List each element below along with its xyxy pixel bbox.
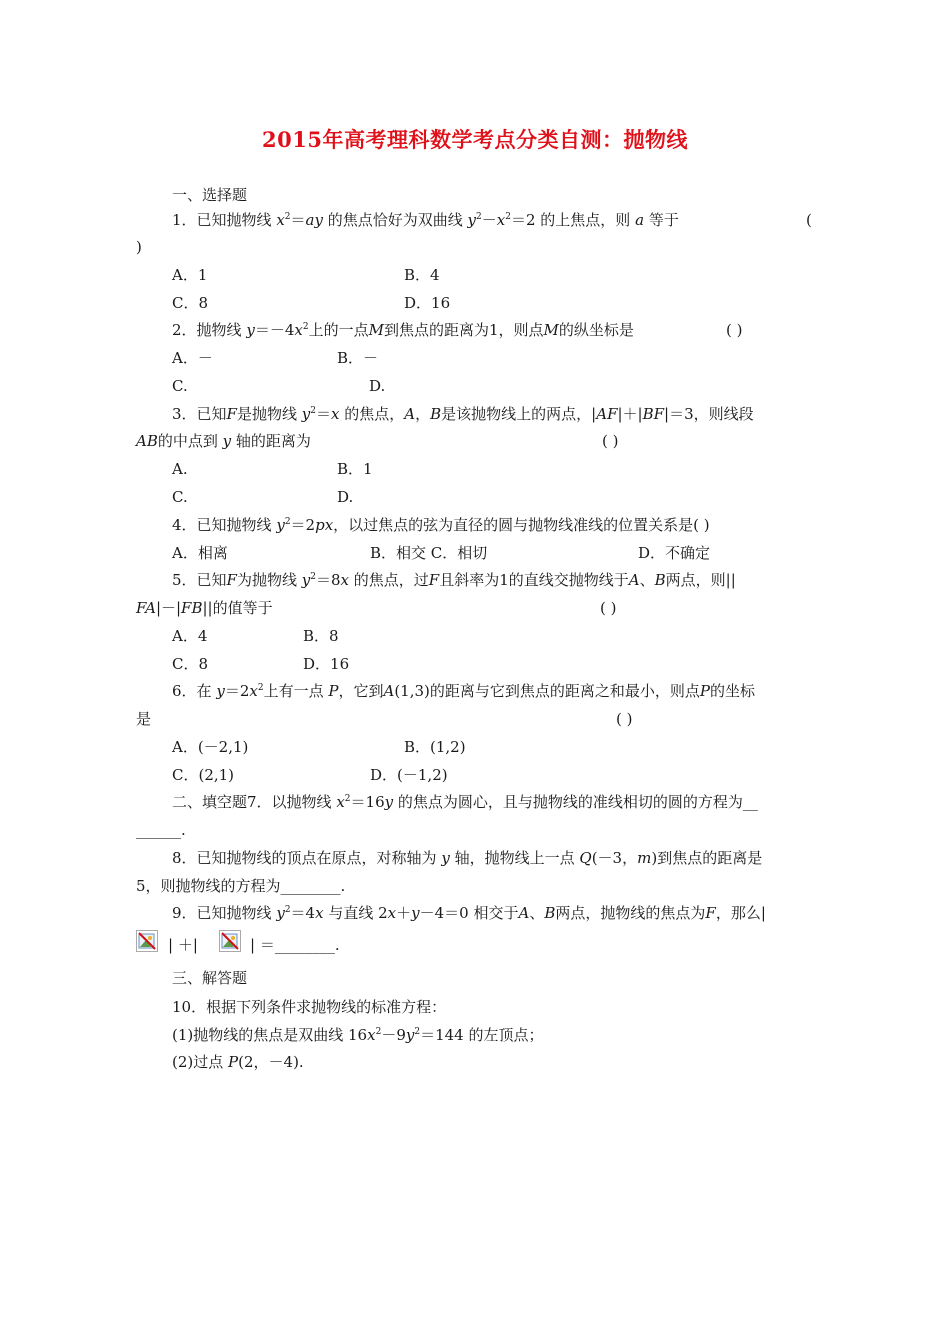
question-9-cont-a: | ＋| bbox=[168, 936, 198, 954]
question-3: 3．已知F是抛物线 $y^2=x$ 的焦点，A，B是该抛物线上的两点，|AF|＋|BF|＝3，则线段 bbox=[172, 405, 754, 423]
question-4: 4．已知抛物线 $y^2=2px$，以过焦点的弦为直径的圆与抛物线准线的位置关系是( ) bbox=[172, 516, 710, 534]
broken-image-icon bbox=[136, 930, 158, 952]
question-8: 8．已知抛物线的顶点在原点，对称轴为 y 轴，抛物线上一点 Q(－3，m)到焦点的距离是 bbox=[172, 849, 763, 867]
option-b: B．1 bbox=[337, 460, 373, 478]
option-d: D．(－1,2) bbox=[370, 766, 448, 784]
answer-paren: ( ) bbox=[600, 599, 617, 617]
question-5-cont: FA|－|FB||的值等于 bbox=[136, 599, 273, 617]
option-b: B．4 bbox=[404, 266, 440, 284]
option-b: B．(1,2) bbox=[404, 738, 466, 756]
option-c: C. bbox=[172, 488, 188, 506]
answer-paren-open: ( bbox=[806, 211, 812, 229]
question-1: 1．已知抛物线 $x^2=ay$ 的焦点恰好为双曲线 $y^2-x^2=2$ 的上焦点，则 a 等于 bbox=[172, 211, 679, 229]
option-d: D．不确定 bbox=[638, 544, 711, 562]
question-7: 二、填空题7．以抛物线 $x^2=16y$ 的焦点为圆心，且与抛物线的准线相切的圆的方程为__ bbox=[172, 793, 758, 811]
broken-image-icon bbox=[219, 930, 241, 952]
option-c: C．(2,1) bbox=[172, 766, 235, 784]
question-6-cont: 是 bbox=[136, 710, 152, 728]
answer-paren: ( ) bbox=[602, 432, 619, 450]
option-c: C．8 bbox=[172, 655, 209, 673]
option-a: A．4 bbox=[172, 627, 208, 645]
option-d: D. bbox=[337, 488, 354, 506]
question-8-cont: 5，则抛物线的方程为________. bbox=[136, 877, 346, 895]
answer-paren: ( ) bbox=[726, 321, 743, 339]
question-10-part-1: (1)抛物线的焦点是双曲线 $16x^2-9y^2=144$ 的左顶点； bbox=[172, 1026, 544, 1044]
answer-paren: ( ) bbox=[616, 710, 633, 728]
section-choice-heading: 一、选择题 bbox=[172, 186, 248, 204]
section-answer-heading: 三、解答题 bbox=[172, 969, 248, 987]
page-title: 2015年高考理科数学考点分类自测：抛物线 bbox=[262, 127, 688, 152]
option-d: D. bbox=[369, 377, 386, 395]
question-9: 9．已知抛物线 $y^2=4x$ 与直线 2x＋y－4＝0 相交于A、B两点，抛物线的焦点为F，那么| bbox=[172, 904, 766, 922]
answer-paren-close: ) bbox=[136, 238, 142, 256]
question-6: 6．在 $y=2x^2$上有一点 P，它到A(1,3)的距离与它到焦点的距离之和最小，则点P的坐标 bbox=[172, 682, 755, 700]
question-3-cont: AB的中点到 y 轴的距离为 bbox=[136, 432, 311, 450]
option-a: A．相离 bbox=[172, 544, 228, 562]
option-d: D．16 bbox=[404, 294, 451, 312]
option-b-c: B．相交 C．相切 bbox=[370, 544, 488, 562]
option-a: A．－ bbox=[172, 349, 213, 367]
question-5: 5．已知F为抛物线 $y^2=8x$ 的焦点，过F且斜率为1的直线交抛物线于A、B两点，则|| bbox=[172, 571, 736, 589]
option-c: C．8 bbox=[172, 294, 209, 312]
question-9-cont-b: | ＝________. bbox=[250, 936, 340, 954]
option-a: A．(－2,1) bbox=[172, 738, 249, 756]
option-a: A．1 bbox=[172, 266, 208, 284]
option-a: A. bbox=[172, 460, 188, 478]
question-2: 2．抛物线 $y=-4x^2$上的一点M到焦点的距离为1，则点M的纵坐标是 bbox=[172, 321, 634, 339]
option-c: C. bbox=[172, 377, 188, 395]
question-10: 10．根据下列条件求抛物线的标准方程： bbox=[172, 998, 447, 1016]
question-7-cont: ______. bbox=[136, 821, 186, 839]
option-b: B．8 bbox=[303, 627, 339, 645]
option-d: D．16 bbox=[303, 655, 350, 673]
question-10-part-2: (2)过点 P(2，－4). bbox=[172, 1053, 304, 1071]
option-b: B．－ bbox=[337, 349, 379, 367]
